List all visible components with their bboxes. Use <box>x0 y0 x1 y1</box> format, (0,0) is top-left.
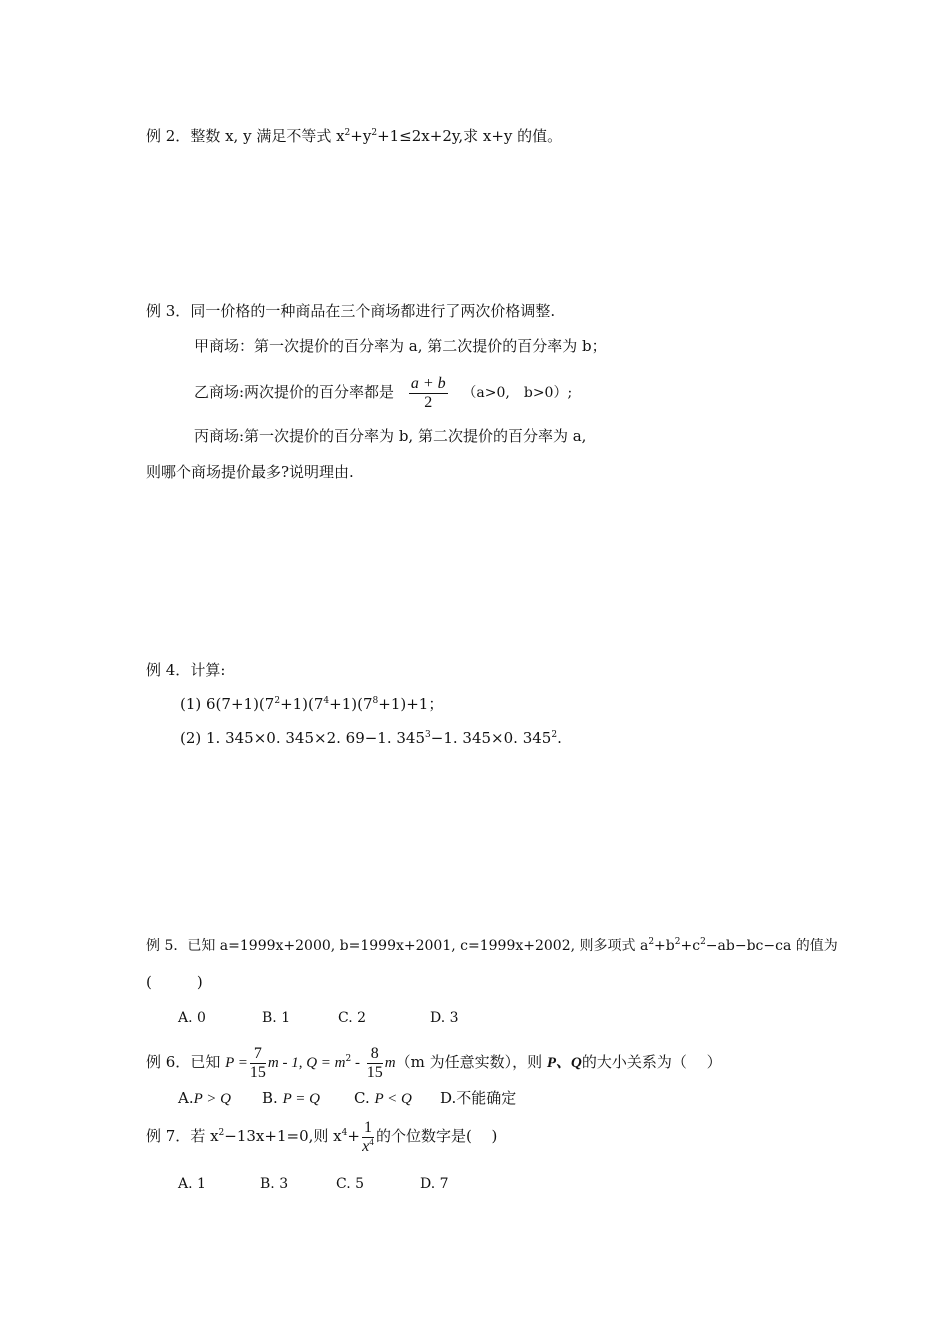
option-a: A. 1 <box>178 1176 206 1192</box>
example-7-label: 例 7． <box>146 1127 191 1145</box>
example-3-yi: 乙商场:两次提价的百分率都是 $\frac{a + b}{2}$ （a>0, b>0）; <box>194 374 573 411</box>
example-6-label: 例 6． <box>146 1053 191 1071</box>
option-c: C. 5 <box>336 1176 365 1192</box>
option-b: B. 1 <box>262 1010 291 1026</box>
example-3-question: 则哪个商场提价最多?说明理由. <box>146 463 354 481</box>
option-d: D. 3 <box>430 1010 459 1026</box>
fraction-1-over-x4: $\frac{1}{x^4}$ <box>362 1118 374 1155</box>
example-2-label: 例 2． <box>146 127 191 145</box>
example-3-bing: 丙商场:第一次提价的百分率为 b, 第二次提价的百分率为 a, <box>194 427 587 445</box>
example-3-label: 例 3． <box>146 302 191 320</box>
example-6-options <box>178 1088 516 1109</box>
example-5-answer-paren: ( ) <box>146 973 203 991</box>
option-d: D. 7 <box>420 1176 449 1192</box>
option-a: A.P > Q <box>178 1089 231 1107</box>
option-c: C. 2 <box>338 1010 367 1026</box>
example-5-label: 例 5． <box>146 938 188 954</box>
option-b: B. P = Q <box>262 1089 320 1107</box>
option-c: C. P < Q <box>354 1089 412 1107</box>
example-6: 例 6．已知 P = $\frac{7}{15}$ m - 1, $Q = m^2$ - $\frac{8}{15}$ m（m 为任意实数），则 P、Q的大小关系为（ ） <box>146 1044 722 1081</box>
option-d: D.不能确定 <box>440 1089 517 1107</box>
example-4-part-1: (1) $6(7+1)(7^2+1)(7^4+1)(7^8+1)+1$； <box>180 695 444 713</box>
example-5: 例 5．已知 a=1999x+2000, b=1999x+2001, c=1999x+2002, 则多项式 $a^2+b^2+c^2-ab-bc-ca$ 的值为 <box>146 937 838 954</box>
example-3-jia: 甲商场：第一次提价的百分率为 a, 第二次提价的百分率为 b； <box>194 337 607 355</box>
example-7: 例 7．若 $x^2-13x+1=0$,则 $x^4+$ $\frac{1}{x^4}$ 的个位数字是( ) <box>146 1118 498 1155</box>
option-a: A. 0 <box>178 1010 206 1026</box>
fraction-7-over-15: $\frac{7}{15}$ <box>249 1044 266 1081</box>
option-b: B. 3 <box>260 1176 289 1192</box>
example-5-options <box>178 1008 459 1028</box>
example-3-intro: 例 3．同一价格的一种商品在三个商场都进行了两次价格调整. <box>146 302 556 320</box>
example-4-intro: 例 4．计算: <box>146 661 226 679</box>
example-4-label: 例 4． <box>146 661 191 679</box>
example-7-options <box>178 1174 449 1194</box>
example-4-part-2: (2) 1. 345×0. 345×2. 69−1. $345^3-1$. 345×0. $345^2$. <box>180 729 562 747</box>
fraction-a-plus-b-over-2: $\frac{a + b}{2}$ <box>410 374 446 411</box>
fraction-8-over-15: $\frac{8}{15}$ <box>366 1044 383 1081</box>
example-2: 例 2．整数 x, y 满足不等式 $x^2+y^2+1\le 2x+2y$,求 x+y 的值。 <box>146 127 563 145</box>
